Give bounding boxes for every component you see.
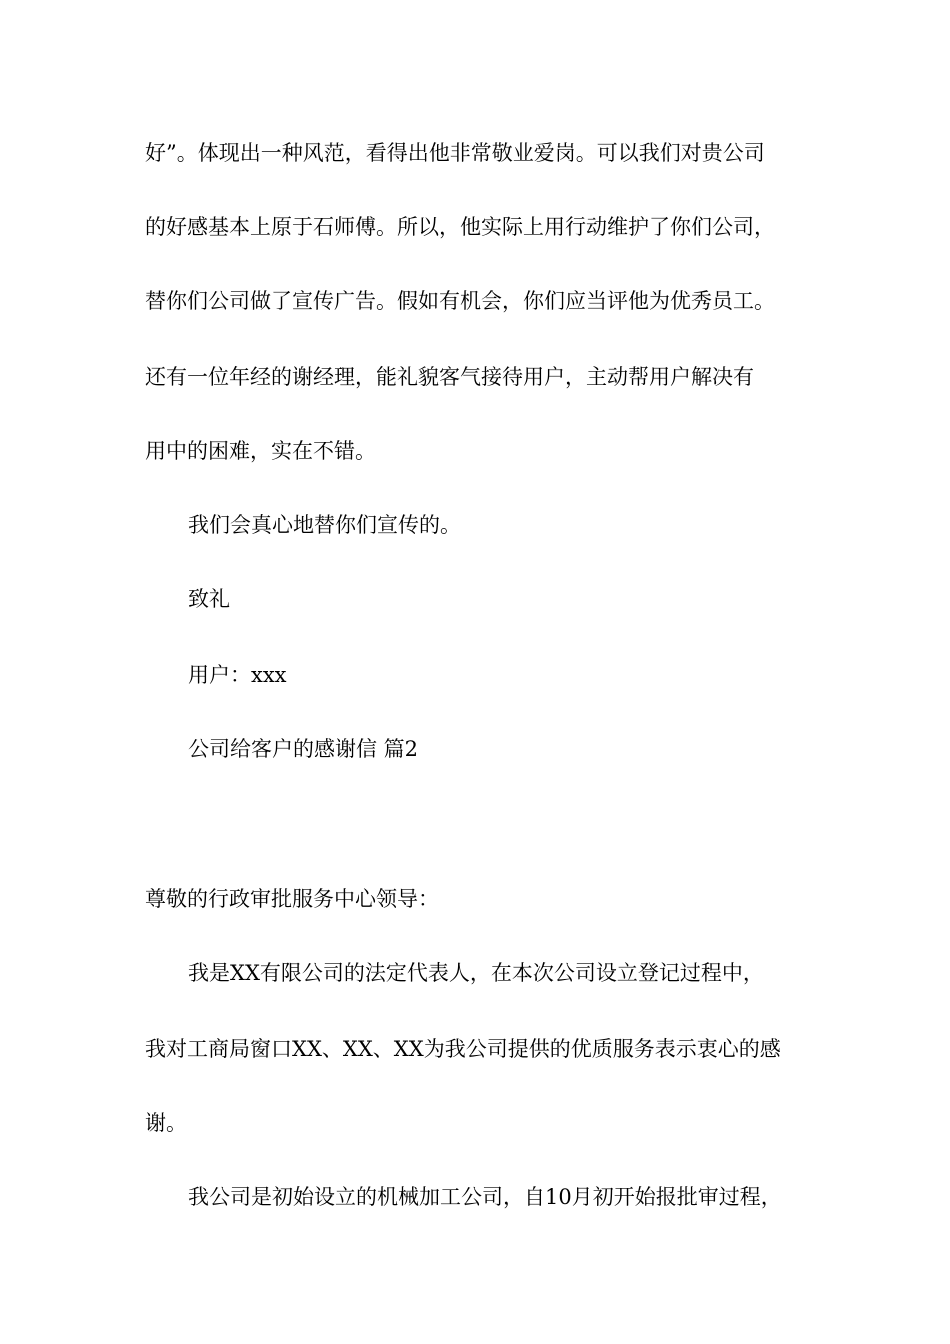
paragraph-line: 替你们公司做了宣传广告。假如有机会，你们应当评他为优秀员工。 bbox=[145, 289, 775, 313]
signature-line: 用户：xxx bbox=[188, 663, 287, 687]
paragraph-line: 用中的困难，实在不错。 bbox=[145, 439, 376, 463]
paragraph-line: 好”。体现出一种风范，看得出他非常敬业爱岗。可以我们对贵公司 bbox=[145, 141, 765, 165]
paragraph-line: 我对工商局窗口XX、XX、XX为我公司提供的优质服务表示衷心的感 bbox=[145, 1037, 781, 1061]
paragraph-line: 谢。 bbox=[145, 1111, 187, 1135]
section-heading: 公司给客户的感谢信 篇2 bbox=[188, 737, 419, 761]
paragraph-line: 的好感基本上原于石师傅。所以，他实际上用行动维护了你们公司， bbox=[145, 215, 775, 239]
paragraph-line: 还有一位年经的谢经理，能礼貌客气接待用户，主动帮用户解决有 bbox=[145, 365, 754, 389]
paragraph-line: 我公司是初始设立的机械加工公司，自10月初开始报批审过程， bbox=[188, 1185, 782, 1209]
closing-salutation: 致礼 bbox=[188, 587, 230, 611]
letter-greeting: 尊敬的行政审批服务中心领导： bbox=[145, 887, 439, 911]
paragraph-line: 我是XX有限公司的法定代表人，在本次公司设立登记过程中， bbox=[188, 961, 764, 985]
paragraph-line: 我们会真心地替你们宣传的。 bbox=[188, 513, 461, 537]
